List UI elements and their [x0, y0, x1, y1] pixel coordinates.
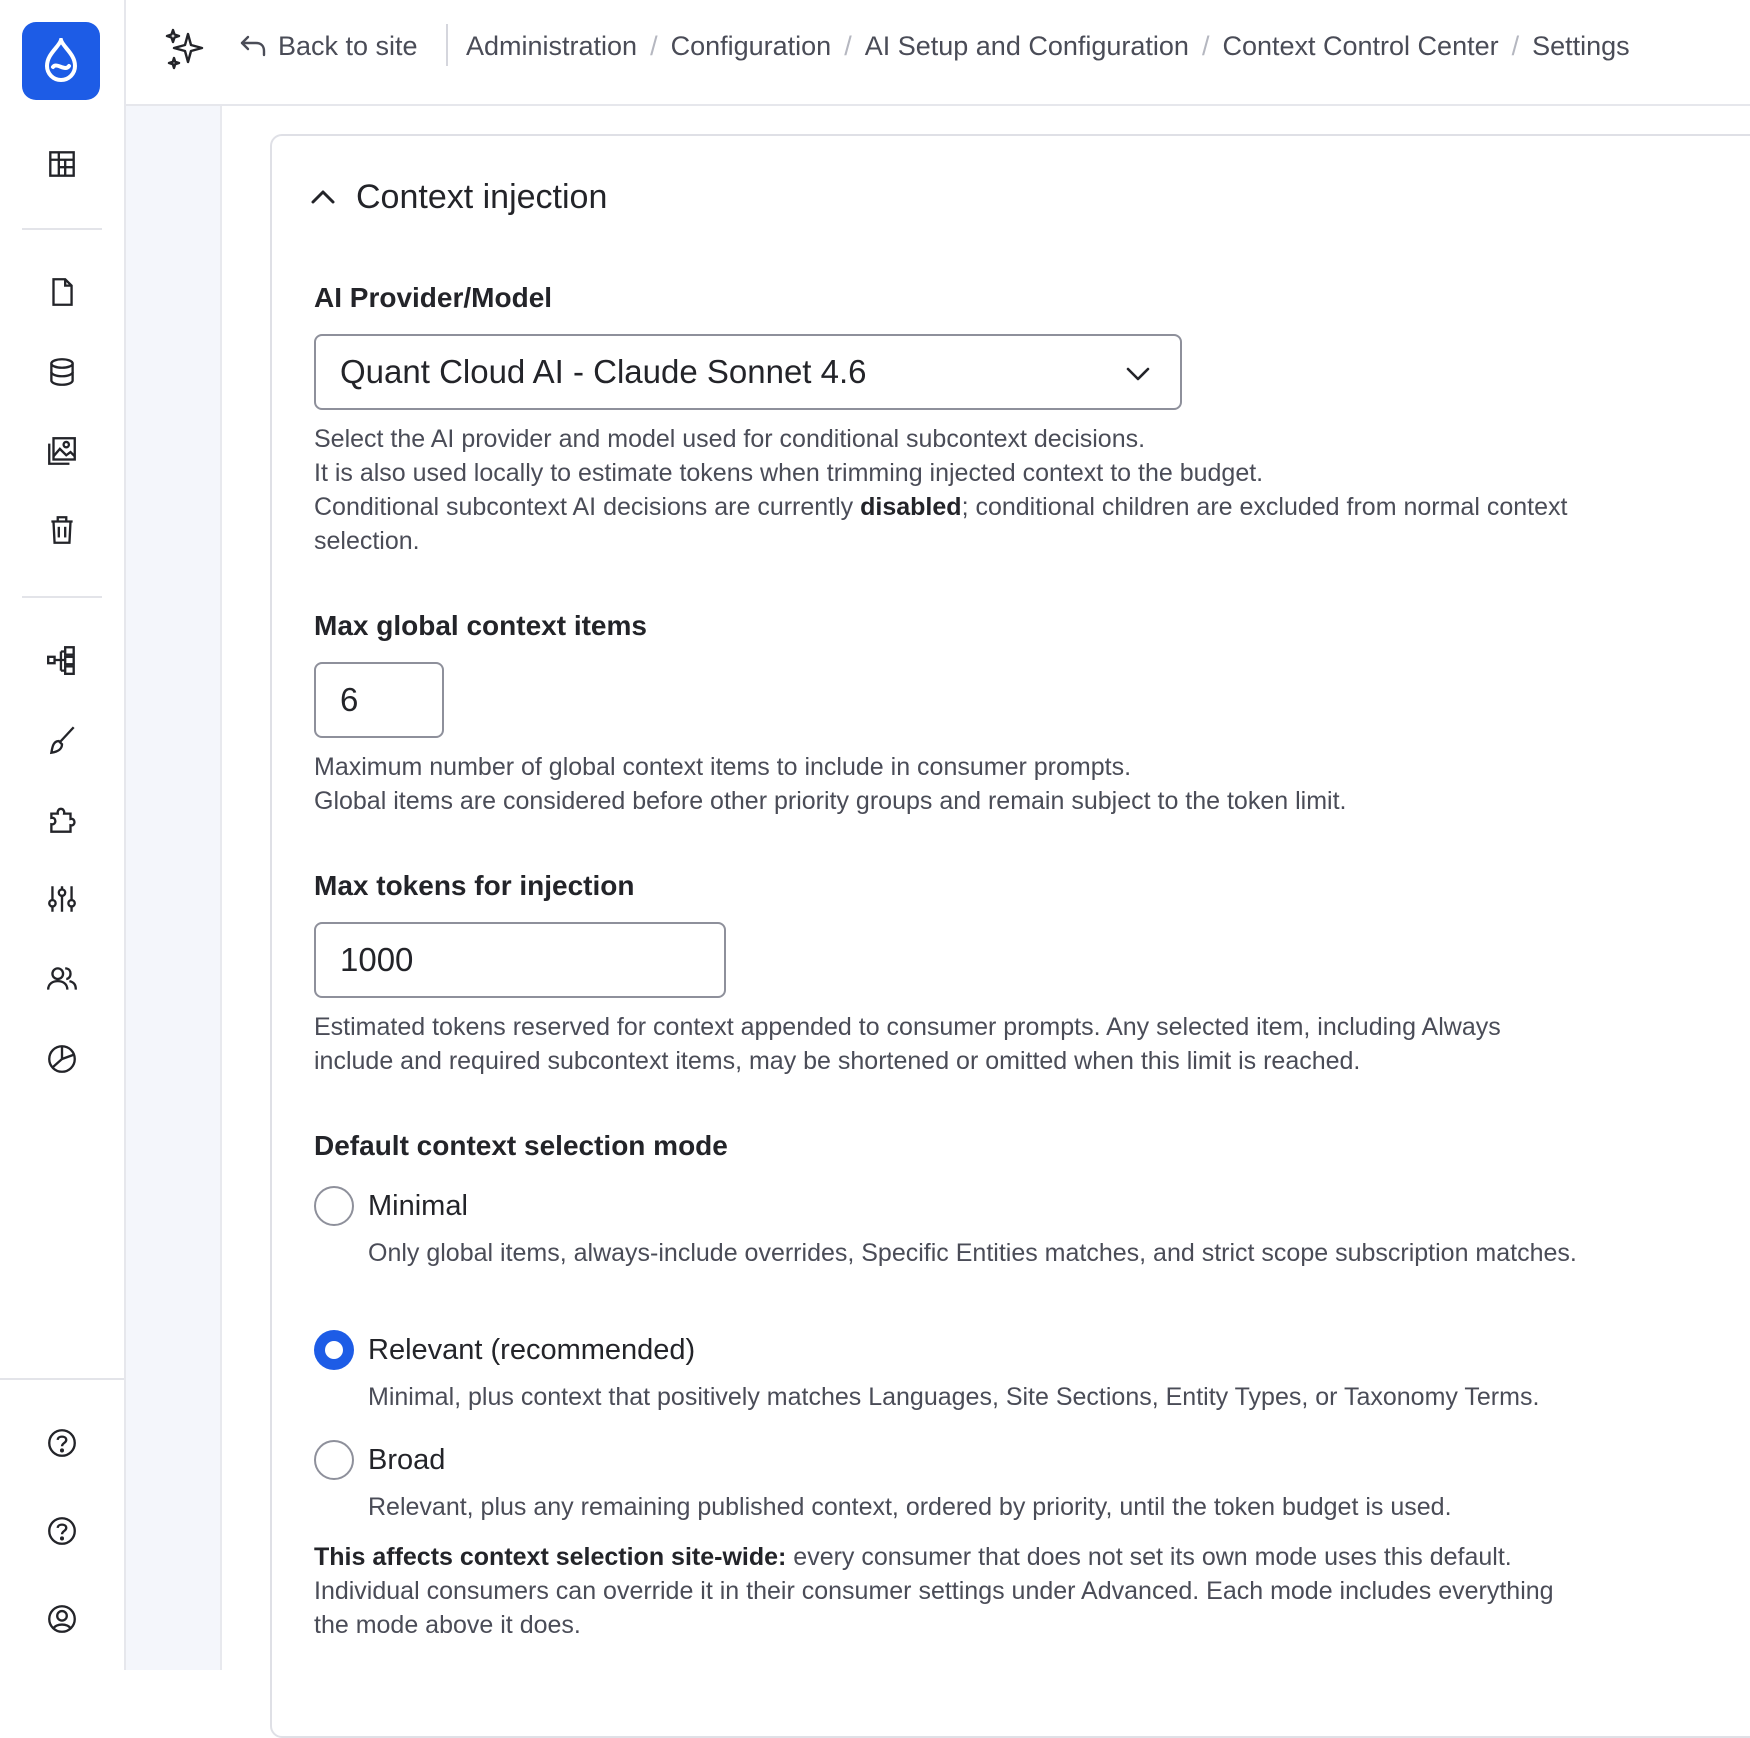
mode-option-minimal[interactable]	[314, 1184, 468, 1228]
max-global-input[interactable]: 6	[314, 662, 444, 738]
breadcrumb-separator: /	[844, 30, 852, 61]
sparkle-icon[interactable]	[160, 24, 212, 76]
provider-label: AI Provider/Model	[314, 282, 553, 313]
topbar-divider	[446, 24, 448, 66]
breadcrumb-context-control-center[interactable]: Context Control Center	[1222, 30, 1499, 61]
radio-minimal[interactable]	[314, 1186, 354, 1226]
radio-label: Broad	[368, 1443, 446, 1476]
max-global-label: Max global context items	[314, 610, 647, 641]
breadcrumb-settings: Settings	[1532, 30, 1630, 61]
people-icon[interactable]	[38, 955, 86, 1003]
chevron-up-icon	[308, 182, 338, 212]
help-icon[interactable]	[38, 1507, 86, 1555]
mode-option-broad[interactable]	[314, 1438, 445, 1482]
max-tokens-input[interactable]: 1000	[314, 922, 726, 998]
help-icon[interactable]	[38, 1419, 86, 1467]
provider-select-value: Quant Cloud AI - Claude Sonnet 4.6	[340, 353, 867, 390]
mode-label: Default context selection mode	[314, 1130, 728, 1161]
mode-option-description: Minimal, plus context that positively matches Languages, Site Sections, Entity Types, or Taxonomy Terms.	[368, 1383, 1540, 1411]
extend-icon[interactable]	[38, 796, 86, 844]
content-icon[interactable]	[38, 268, 86, 316]
provider-desc-line: Select the AI provider and model used for conditional subcontext decisions.	[314, 425, 1146, 453]
panel-title: Context injection	[356, 177, 608, 216]
structure-icon[interactable]	[38, 636, 86, 684]
context-injection-toggle[interactable]	[308, 172, 607, 222]
back-to-site-label: Back to site	[278, 30, 418, 61]
configuration-icon[interactable]	[38, 875, 86, 923]
max-global-description: Maximum number of global context items to include in consumer prompts. Global items are considered before other priority groups and remain subject to the token limit.	[314, 753, 1347, 815]
max-tokens-label: Max tokens for injection	[314, 870, 635, 901]
provider-description	[314, 422, 1594, 558]
context-injection-panel	[270, 134, 1750, 1738]
back-arrow-icon	[238, 31, 268, 61]
breadcrumb	[466, 26, 1630, 66]
provider-desc-line: It is also used locally to estimate tokens when trimming injected context to the budget.	[314, 459, 1264, 487]
radio-label: Minimal	[368, 1189, 468, 1222]
sidebar-divider	[0, 1378, 124, 1380]
disabled-status: disabled	[860, 493, 962, 521]
reports-icon[interactable]	[38, 1035, 86, 1083]
radio-relevant[interactable]	[314, 1330, 354, 1370]
mode-option-relevant[interactable]	[314, 1328, 695, 1372]
radio-label: Relevant (recommended)	[368, 1333, 696, 1366]
back-to-site-link[interactable]	[238, 26, 418, 66]
admin-sidebar	[0, 0, 126, 1670]
user-icon[interactable]	[38, 1595, 86, 1643]
mode-footer-note	[314, 1540, 1554, 1642]
appearance-icon[interactable]	[38, 716, 86, 764]
provider-select[interactable]	[314, 334, 1182, 410]
breadcrumb-separator: /	[1511, 30, 1520, 61]
provider-desc-status: Conditional subcontext AI decisions are currently disabled; conditional children are excluded from normal context selection.	[314, 493, 1568, 555]
breadcrumb-configuration[interactable]: Configuration	[670, 30, 832, 61]
dashboard-icon[interactable]	[38, 140, 86, 188]
breadcrumb-ai-setup[interactable]: AI Setup and Configuration	[864, 30, 1189, 61]
mode-option-description: Only global items, always-include overrides, Specific Entities matches, and strict scope subscription matches.	[368, 1239, 1577, 1267]
sidebar-divider	[22, 228, 102, 230]
sidebar-divider	[22, 596, 102, 598]
mode-option-description: Relevant, plus any remaining published context, ordered by priority, until the token budget is used.	[368, 1493, 1452, 1521]
content-gutter	[126, 106, 222, 1670]
breadcrumb-separator: /	[650, 30, 658, 61]
breadcrumb-separator: /	[1201, 30, 1210, 61]
drupal-logo-icon[interactable]	[22, 22, 100, 100]
mode-footer-bold: This affects context selection site-wide:	[314, 1543, 787, 1571]
breadcrumb-administration[interactable]: Administration	[466, 30, 638, 61]
max-tokens-description: Estimated tokens reserved for context appended to consumer prompts. Any selected item, including Always include and required subcontext items, may be shortened or omitted when this limit is reached.	[314, 1013, 1501, 1075]
chevron-down-icon	[1122, 358, 1154, 390]
database-icon[interactable]	[38, 348, 86, 396]
top-bar	[126, 0, 1750, 106]
mode-footer-text: every consumer that does not set its own mode uses this default. Individual consumers can override it in their consumer settings under Advanced. Each mode includes everything the mode above it does.	[314, 1543, 1554, 1639]
trash-icon[interactable]	[38, 506, 86, 554]
radio-broad[interactable]	[314, 1440, 354, 1480]
media-icon[interactable]	[38, 427, 86, 475]
